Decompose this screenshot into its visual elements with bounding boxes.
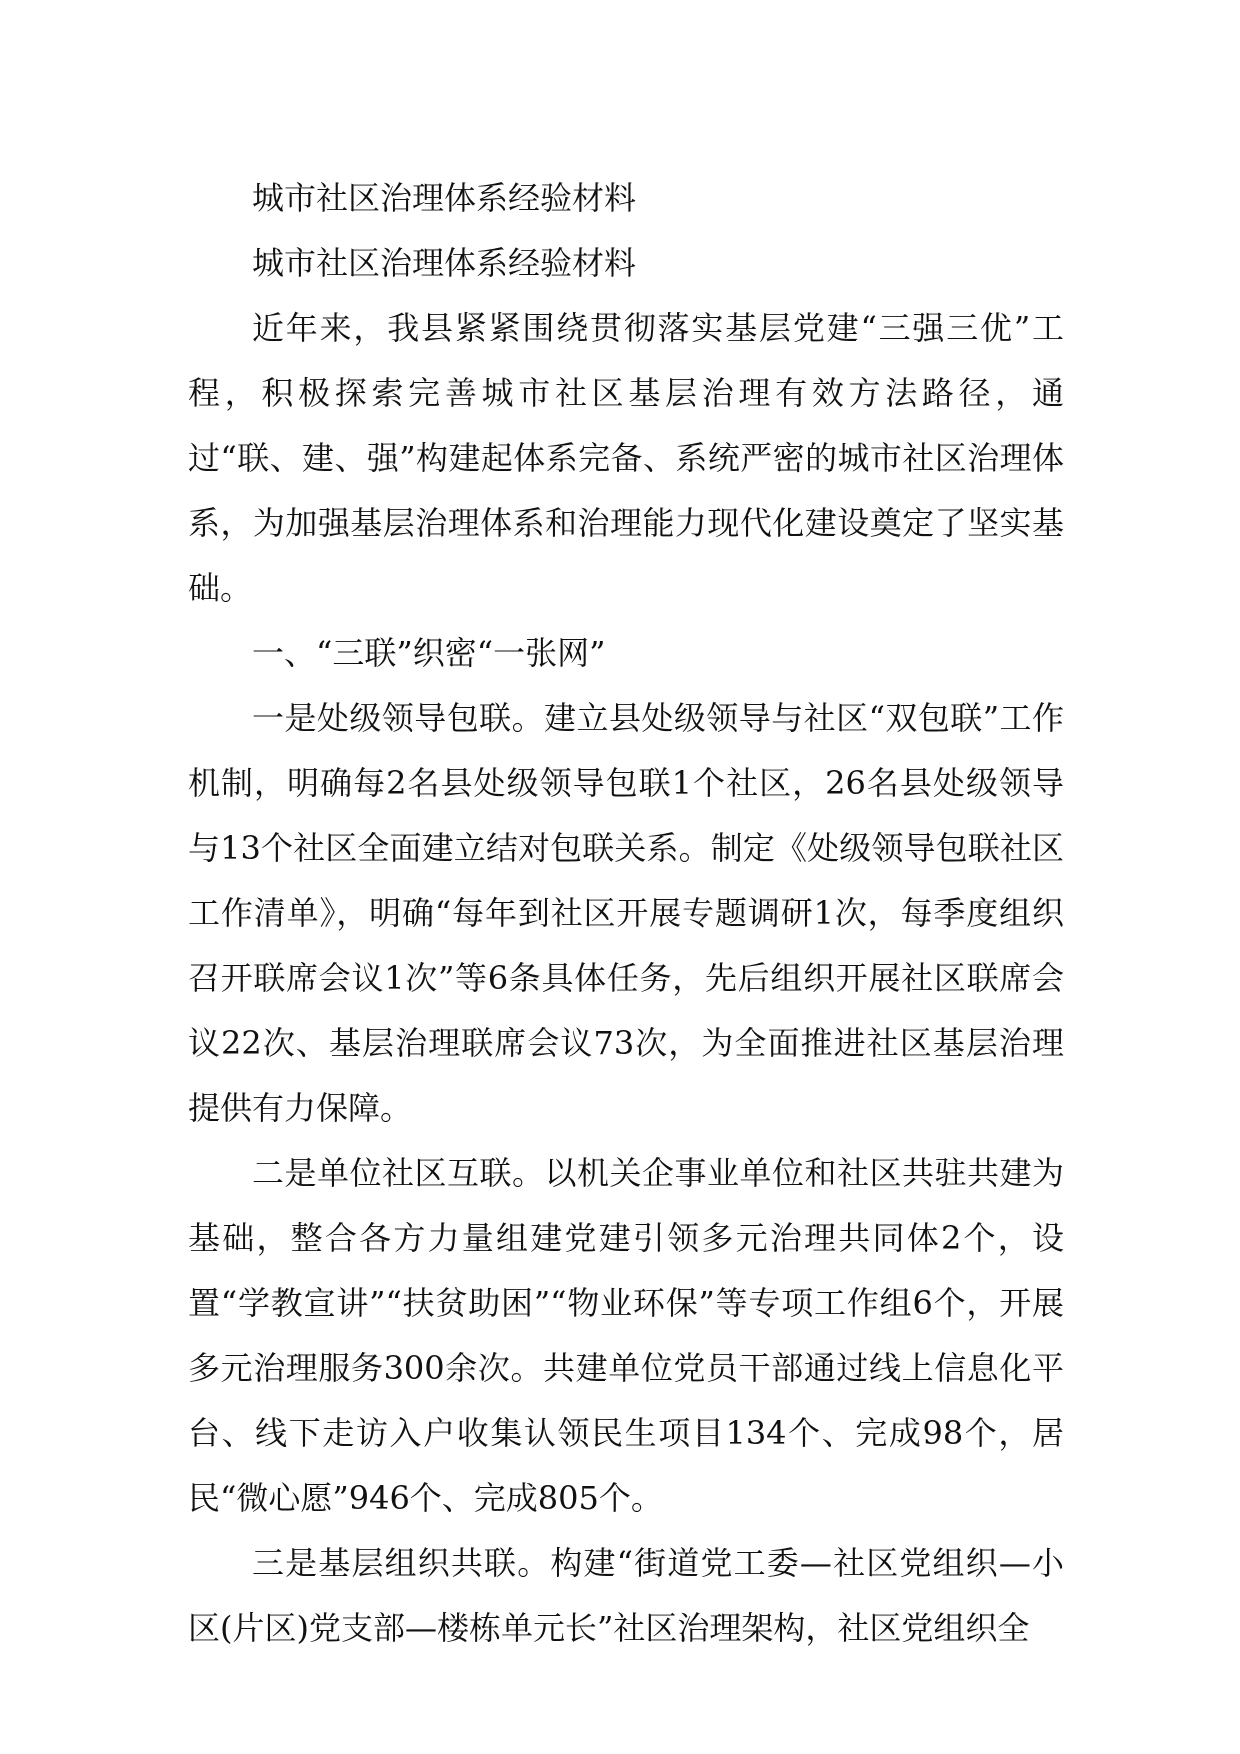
paragraph-unit-community: 二是单位社区互联。以机关企事业单位和社区共驻共建为基础，整合各方力量组建党建引领多元治理共同体2个，设置“学教宣讲”“扶贫助困”“物业环保”等专项工作组6个，开展多元治理服务300余次。共建单位党员干部通过线上信息化平台、线下走访入户收集认领民生项目134个、完成98个，居民“微心愿”946个、完成805个。 bbox=[188, 1154, 1064, 1517]
paragraph-grassroots-org: 三是基层组织共联。构建“街道党工委—社区党组织—小区(片区)党支部—楼栋单元长”社区治理架构，社区党组织全 bbox=[188, 1544, 1064, 1647]
section-heading-1: 一、“三联”织密“一张网” bbox=[252, 634, 606, 672]
document-body bbox=[188, 166, 1064, 1661]
paragraph-leader-liaison: 一是处级领导包联。建立县处级领导与社区“双包联”工作机制，明确每2名县处级领导包联1个社区，26名县处级领导与13个社区全面建立结对包联关系。制定《处级领导包联社区工作清单》，明确“每年到社区开展专题调研1次，每季度组织召开联席会议1次”等6条具体任务，先后组织开展社区联席会议22次、基层治理联席会议73次，为全面推进社区基层治理提供有力保障。 bbox=[188, 699, 1064, 1127]
paragraph-intro: 近年来，我县紧紧围绕贯彻落实基层党建“三强三优”工程，积极探索完善城市社区基层治理有效方法路径，通过“联、建、强”构建起体系完备、系统严密的城市社区治理体系，为加强基层治理体系和治理能力现代化建设奠定了坚实基础。 bbox=[188, 309, 1064, 607]
document-title: 城市社区治理体系经验材料 bbox=[252, 179, 637, 217]
document-subtitle: 城市社区治理体系经验材料 bbox=[252, 244, 637, 282]
